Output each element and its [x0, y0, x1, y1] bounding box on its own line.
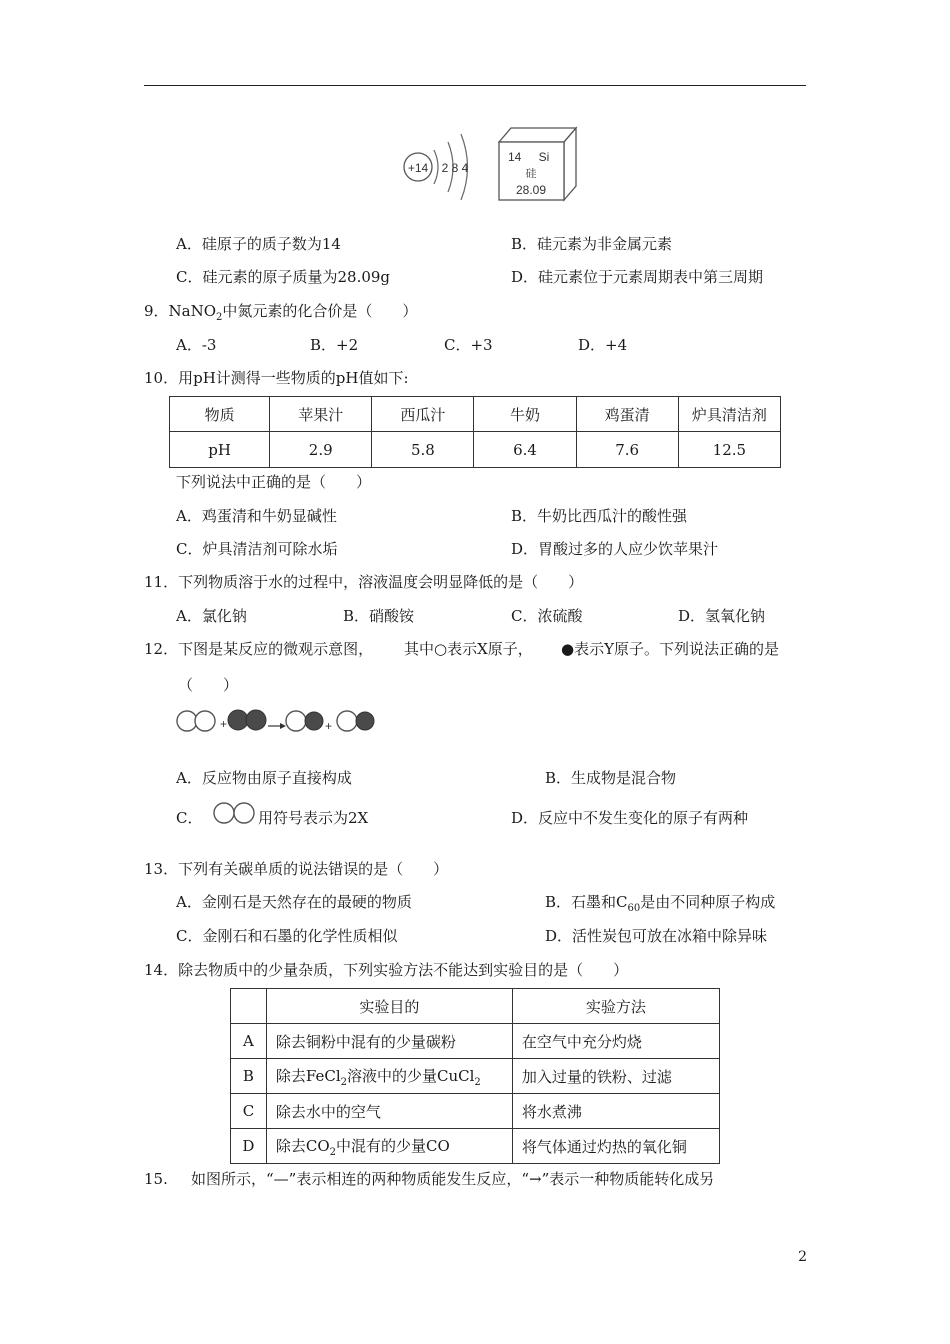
- q9-stem: 9．NaNO$_2$中氮元素的化合价是（ ）: [144, 302, 418, 323]
- q10-stem: 10．用pH计测得一些物质的pH值如下:: [144, 369, 409, 387]
- q12-option-d: D．反应中不发生变化的原子有两种: [511, 809, 749, 827]
- ph-header-cell: 物质: [170, 397, 270, 432]
- row-aim: 除去铜粉中混有的少量碳粉: [266, 1024, 512, 1059]
- x2-molecule-icon: [212, 800, 258, 826]
- q10-option-c: C．炉具清洁剂可除水垢: [176, 540, 338, 558]
- experiment-table-header: [231, 989, 720, 1024]
- q9-option-d: D．+4: [578, 336, 628, 354]
- ph-header-cell: 苹果汁: [270, 397, 372, 432]
- periodic-table-cell: [499, 128, 576, 200]
- ph-cell: 7.6: [576, 432, 678, 468]
- q10-prompt: 下列说法中正确的是（ ）: [176, 473, 372, 491]
- row-method: 加入过量的铁粉、过滤: [512, 1059, 719, 1094]
- row-aim: 除去$CO_2$中混有的少量CO: [266, 1129, 512, 1164]
- atomic-number: 14: [508, 150, 522, 164]
- row-label: A: [231, 1024, 267, 1059]
- row-method: 将气体通过灼热的氧化铜: [512, 1129, 719, 1164]
- row-label: D: [231, 1129, 267, 1164]
- q9-option-c: C．+3: [444, 336, 493, 354]
- table-row: [231, 1129, 720, 1164]
- q8-option-c: C．硅元素的原子质量为28.09g: [176, 268, 391, 286]
- q14-stem: 14．除去物质中的少量杂质，下列实验方法不能达到实验目的是（ ）: [144, 961, 629, 979]
- q13-option-b: B．石墨和$C_{60}$是由不同种原子构成: [545, 893, 776, 914]
- row-aim: 除去FeCl$_2$溶液中的少量CuCl$_2$: [266, 1059, 512, 1094]
- q11-option-c: C．浓硫酸: [511, 607, 583, 625]
- header-rule: [144, 85, 806, 86]
- ph-cell: 5.8: [372, 432, 474, 468]
- q12-option-c-text: 用符号表示为2X: [258, 809, 369, 827]
- row-label: C: [231, 1094, 267, 1129]
- q12-option-a: A．反应物由原子直接构成: [176, 769, 352, 787]
- plus-sign: +: [220, 717, 228, 731]
- silicon-figure: [398, 120, 588, 208]
- q12-option-b: B．生成物是混合物: [545, 769, 677, 787]
- q10-option-a: A．鸡蛋清和牛奶显碱性: [176, 507, 337, 525]
- q11-option-a: A．氯化钠: [176, 607, 247, 625]
- q12-stem-b: 其中○表示X原子，: [404, 640, 533, 658]
- q8-option-d: D．硅元素位于元素周期表中第三周期: [511, 268, 764, 286]
- reaction-diagram: [174, 706, 384, 738]
- atomic-mass: 28.09: [515, 183, 547, 197]
- q10-option-b: B．牛奶比西瓜汁的酸性强: [511, 507, 688, 525]
- table-row: [231, 1094, 720, 1129]
- q12-stem-a: 12．下图是某反应的微观示意图，: [144, 640, 374, 658]
- table-row: [231, 1059, 720, 1094]
- q13-option-c: C．金刚石和石墨的化学性质相似: [176, 927, 398, 945]
- element-symbol: Si: [538, 150, 550, 164]
- q12-paren: （ ）: [178, 676, 239, 694]
- q13-option-d: D．活性炭包可放在冰箱中除异味: [545, 927, 768, 945]
- ph-cell: 12.5: [678, 432, 780, 468]
- q9-option-a: A．-3: [176, 336, 217, 354]
- ph-table-row: [170, 432, 781, 468]
- ph-header-cell: 牛奶: [474, 397, 576, 432]
- q8-option-a: A．硅原子的质子数为14: [176, 235, 341, 253]
- row-aim: 除去水中的空气: [266, 1094, 512, 1129]
- q12-option-c-label: C．: [176, 809, 203, 827]
- header-aim: 实验目的: [266, 989, 512, 1024]
- row-method: 将水煮沸: [512, 1094, 719, 1129]
- plus-sign: +: [325, 719, 333, 733]
- q9-option-b: B．+2: [310, 336, 359, 354]
- electron-shells: 2 8 4: [441, 161, 469, 175]
- experiment-table: [230, 988, 720, 1164]
- ph-table: [169, 396, 781, 468]
- q11-option-b: B．硝酸铵: [343, 607, 415, 625]
- q15-text: 如图所示，“—”表示相连的两种物质能发生反应，“→”表示一种物质能转化成另: [191, 1170, 715, 1188]
- q11-stem: 11．下列物质溶于水的过程中，溶液温度会明显降低的是（ ）: [144, 573, 584, 591]
- q13-option-a: A．金刚石是天然存在的最硬的物质: [176, 893, 412, 911]
- q15-number: 15.: [144, 1170, 168, 1188]
- q11-option-d: D．氢氧化钠: [678, 607, 766, 625]
- q8-option-b: B．硅元素为非金属元素: [511, 235, 673, 253]
- row-label: B: [231, 1059, 267, 1094]
- table-row: [231, 1024, 720, 1059]
- header-method: 实验方法: [512, 989, 719, 1024]
- ph-cell: 6.4: [474, 432, 576, 468]
- element-name: 硅: [525, 167, 537, 180]
- q13-stem: 13．下列有关碳单质的说法错误的是（ ）: [144, 860, 449, 878]
- nucleus-charge: +14: [407, 161, 429, 175]
- ph-cell: 2.9: [270, 432, 372, 468]
- ph-header-cell: 鸡蛋清: [576, 397, 678, 432]
- row-method: 在空气中充分灼烧: [512, 1024, 719, 1059]
- q12-stem-c: ●表示Y原子。下列说法正确的是: [561, 640, 779, 658]
- q10-option-d: D．胃酸过多的人应少饮苹果汁: [511, 540, 719, 558]
- ph-header-cell: 炉具清洁剂: [678, 397, 780, 432]
- atom-structure-diagram: [404, 134, 469, 200]
- ph-header-cell: 西瓜汁: [372, 397, 474, 432]
- ph-table-header: [170, 397, 781, 432]
- page-number: 2: [798, 1249, 807, 1265]
- ph-cell: pH: [170, 432, 270, 468]
